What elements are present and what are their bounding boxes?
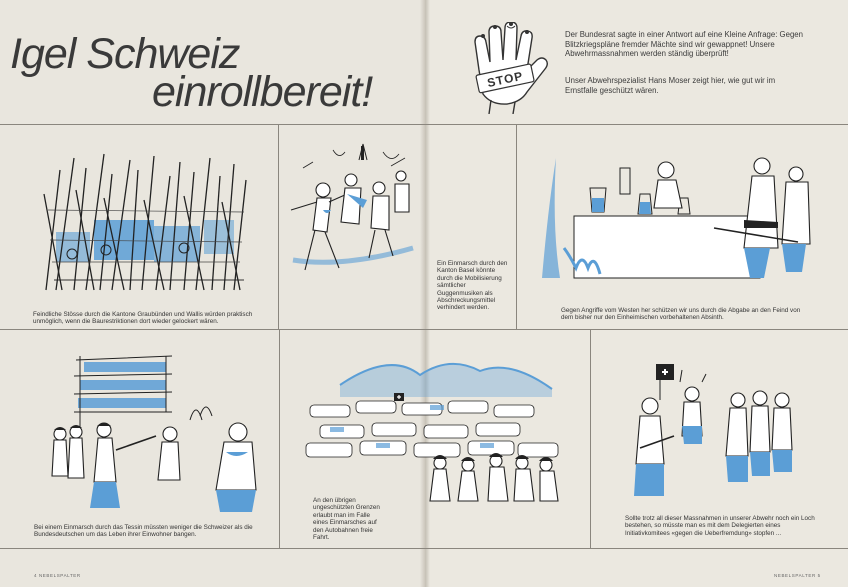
panel-divider bbox=[516, 124, 517, 329]
panel-divider bbox=[0, 329, 848, 330]
page-folio-right: NEBELSPALTER 5 bbox=[774, 573, 821, 578]
page-folio-left: 4 NEBELSPALTER bbox=[34, 573, 81, 578]
intro-paragraph-1: Der Bundesrat sagte in einer Antwort auf eine Kleine Anfrage: Gegen Blitzkriegspläne fremder Mächte sind wir gewappnet! Unsere Abwehrmassnahmen werden ständig überprüft! bbox=[565, 30, 803, 59]
headline-line-2: einrollbereit! bbox=[152, 68, 373, 116]
panel-5-caption: An den übrigen ungeschützten Grenzen erlaubt man im Falle eines Einmarsches auf den Autobahnen freie Fahrt. bbox=[313, 497, 380, 542]
stop-label: STOP bbox=[485, 68, 525, 91]
panel-divider bbox=[278, 124, 279, 329]
panel-2-illustration bbox=[283, 140, 423, 290]
panel-6-illustration bbox=[620, 360, 820, 510]
panel-divider bbox=[279, 329, 280, 548]
panel-divider bbox=[0, 124, 848, 125]
panel-4-caption: Bei einem Einmarsch durch das Tessin müssten weniger die Schweizer als die Bundesdeutschen um das Leben ihrer Einwohner bangen. bbox=[34, 524, 253, 539]
headline-line-1: Igel Schweiz bbox=[10, 30, 240, 78]
panel-2-caption: Ein Einmarsch durch den Kanton Basel könnte durch die Mobilisierung sämtlicher Guggenmusiken als Abschreckungsmittel verhindert werden. bbox=[437, 260, 508, 312]
intro-paragraph-2: Unser Abwehrspezialist Hans Moser zeigt hier, wie gut wir im Ernstfalle geschützt wären. bbox=[565, 76, 776, 95]
panel-5-illustration bbox=[300, 355, 565, 505]
panel-1-illustration bbox=[34, 150, 259, 300]
panel-4-illustration bbox=[40, 350, 270, 515]
panel-divider bbox=[590, 329, 591, 548]
panel-3-illustration bbox=[530, 148, 820, 293]
stop-hand-icon bbox=[463, 22, 551, 114]
panel-3-caption: Gegen Angriffe vom Westen her schützen wir uns durch die Abgabe an den Feind von dem bisher nur den Einheimischen vorbehaltenen Absinth. bbox=[561, 307, 801, 322]
panel-divider bbox=[0, 548, 848, 549]
panel-1-caption: Feindliche Stösse durch die Kantone Graubünden und Wallis würden praktisch unmöglich, wenn die Baurestriktionen dort wieder gelockert wären. bbox=[33, 311, 253, 326]
panel-6-caption: Sollte trotz all dieser Massnahmen in unserer Abwehr noch ein Loch bestehen, so müsste man es mit dem Delegierten eines Initiativkomitees «gegen die Ueberfremdung» stopfen ... bbox=[625, 515, 815, 537]
